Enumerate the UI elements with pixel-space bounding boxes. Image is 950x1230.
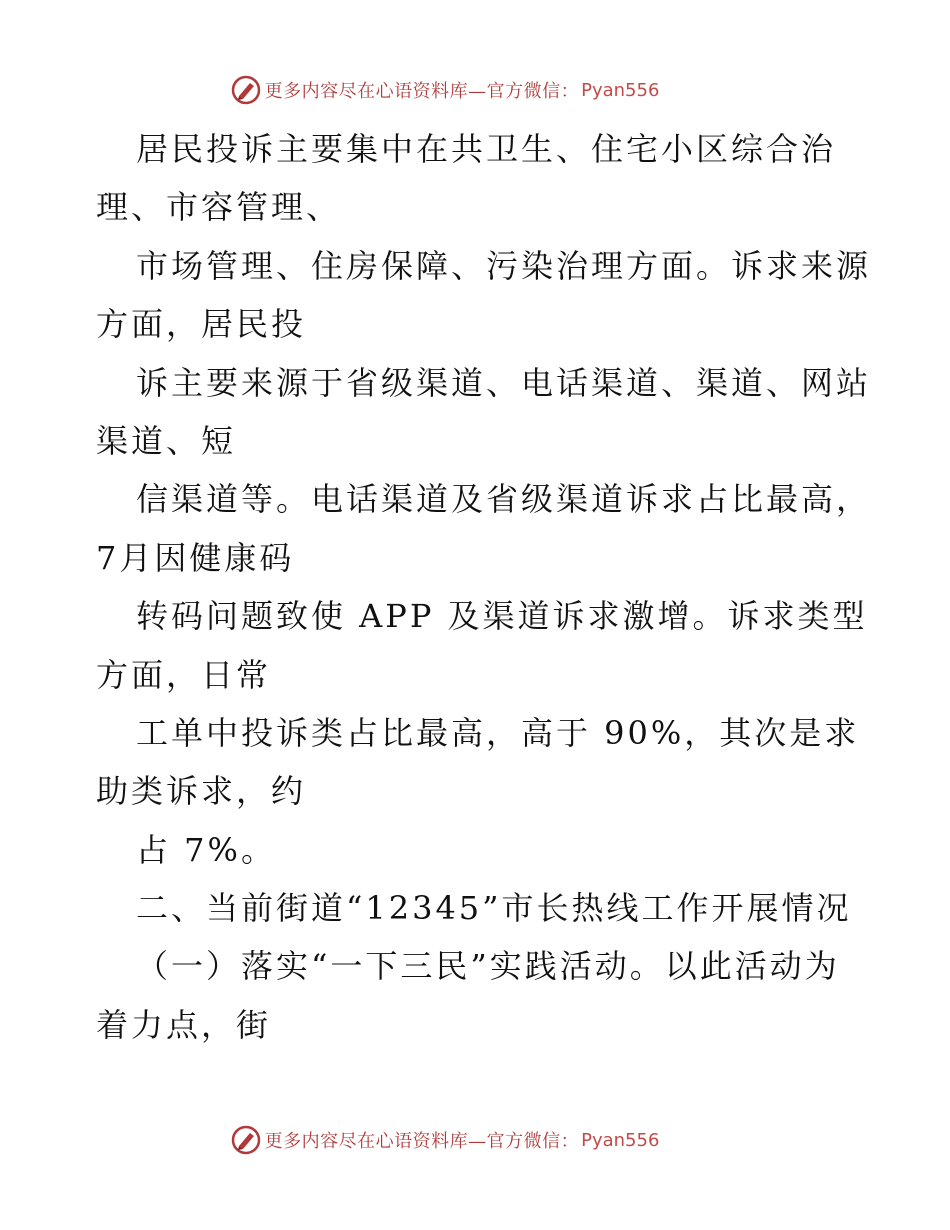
- pen-logo-icon: [231, 1125, 261, 1155]
- watermark-text: 更多内容尽在心语资料库—官方微信：: [264, 81, 580, 102]
- text-line: 居民投诉主要集中在共卫生、住宅小区综合治: [136, 130, 837, 168]
- text-line: （一）落实“一下三民”实践活动。以此活动为: [136, 947, 840, 986]
- text-line: 助类诉求，约: [96, 772, 307, 811]
- text-line: 工单中投诉类占比最高，高于 90%，其次是求: [136, 713, 860, 752]
- text-line: 渠道、短: [96, 421, 237, 460]
- text-line: 诉主要来源于省级渠道、电话渠道、渠道、网站: [136, 363, 872, 402]
- text-line: 转码问题致使 APP 及渠道诉求激增。诉求类型: [136, 597, 868, 636]
- text-line: 二、当前街道“12345”市长热线工作开展情况: [136, 889, 852, 928]
- text-line: 市场管理、住房保障、污染治理方面。诉求来源: [136, 246, 872, 285]
- watermark-wechat-id: Pyan556: [581, 79, 660, 101]
- text-line: 7月因健康码: [96, 538, 295, 577]
- watermark-text: 更多内容尽在心语资料库—官方微信：: [264, 1131, 580, 1152]
- text-line: 占 7%。: [136, 830, 276, 869]
- text-line: 方面，居民投: [96, 305, 307, 344]
- text-line: 信渠道等。电话渠道及省级渠道诉求占比最高，: [136, 480, 872, 519]
- text-line: 方面，日常: [96, 655, 272, 694]
- text-line: 着力点，街: [96, 1005, 272, 1044]
- watermark-wechat-id: Pyan556: [581, 1129, 660, 1151]
- header-watermark: [0, 70, 950, 110]
- footer-watermark: [0, 1120, 950, 1160]
- pen-logo-icon: [231, 75, 261, 105]
- text-line: 理、市容管理、: [96, 188, 342, 227]
- document-body: [96, 120, 876, 1054]
